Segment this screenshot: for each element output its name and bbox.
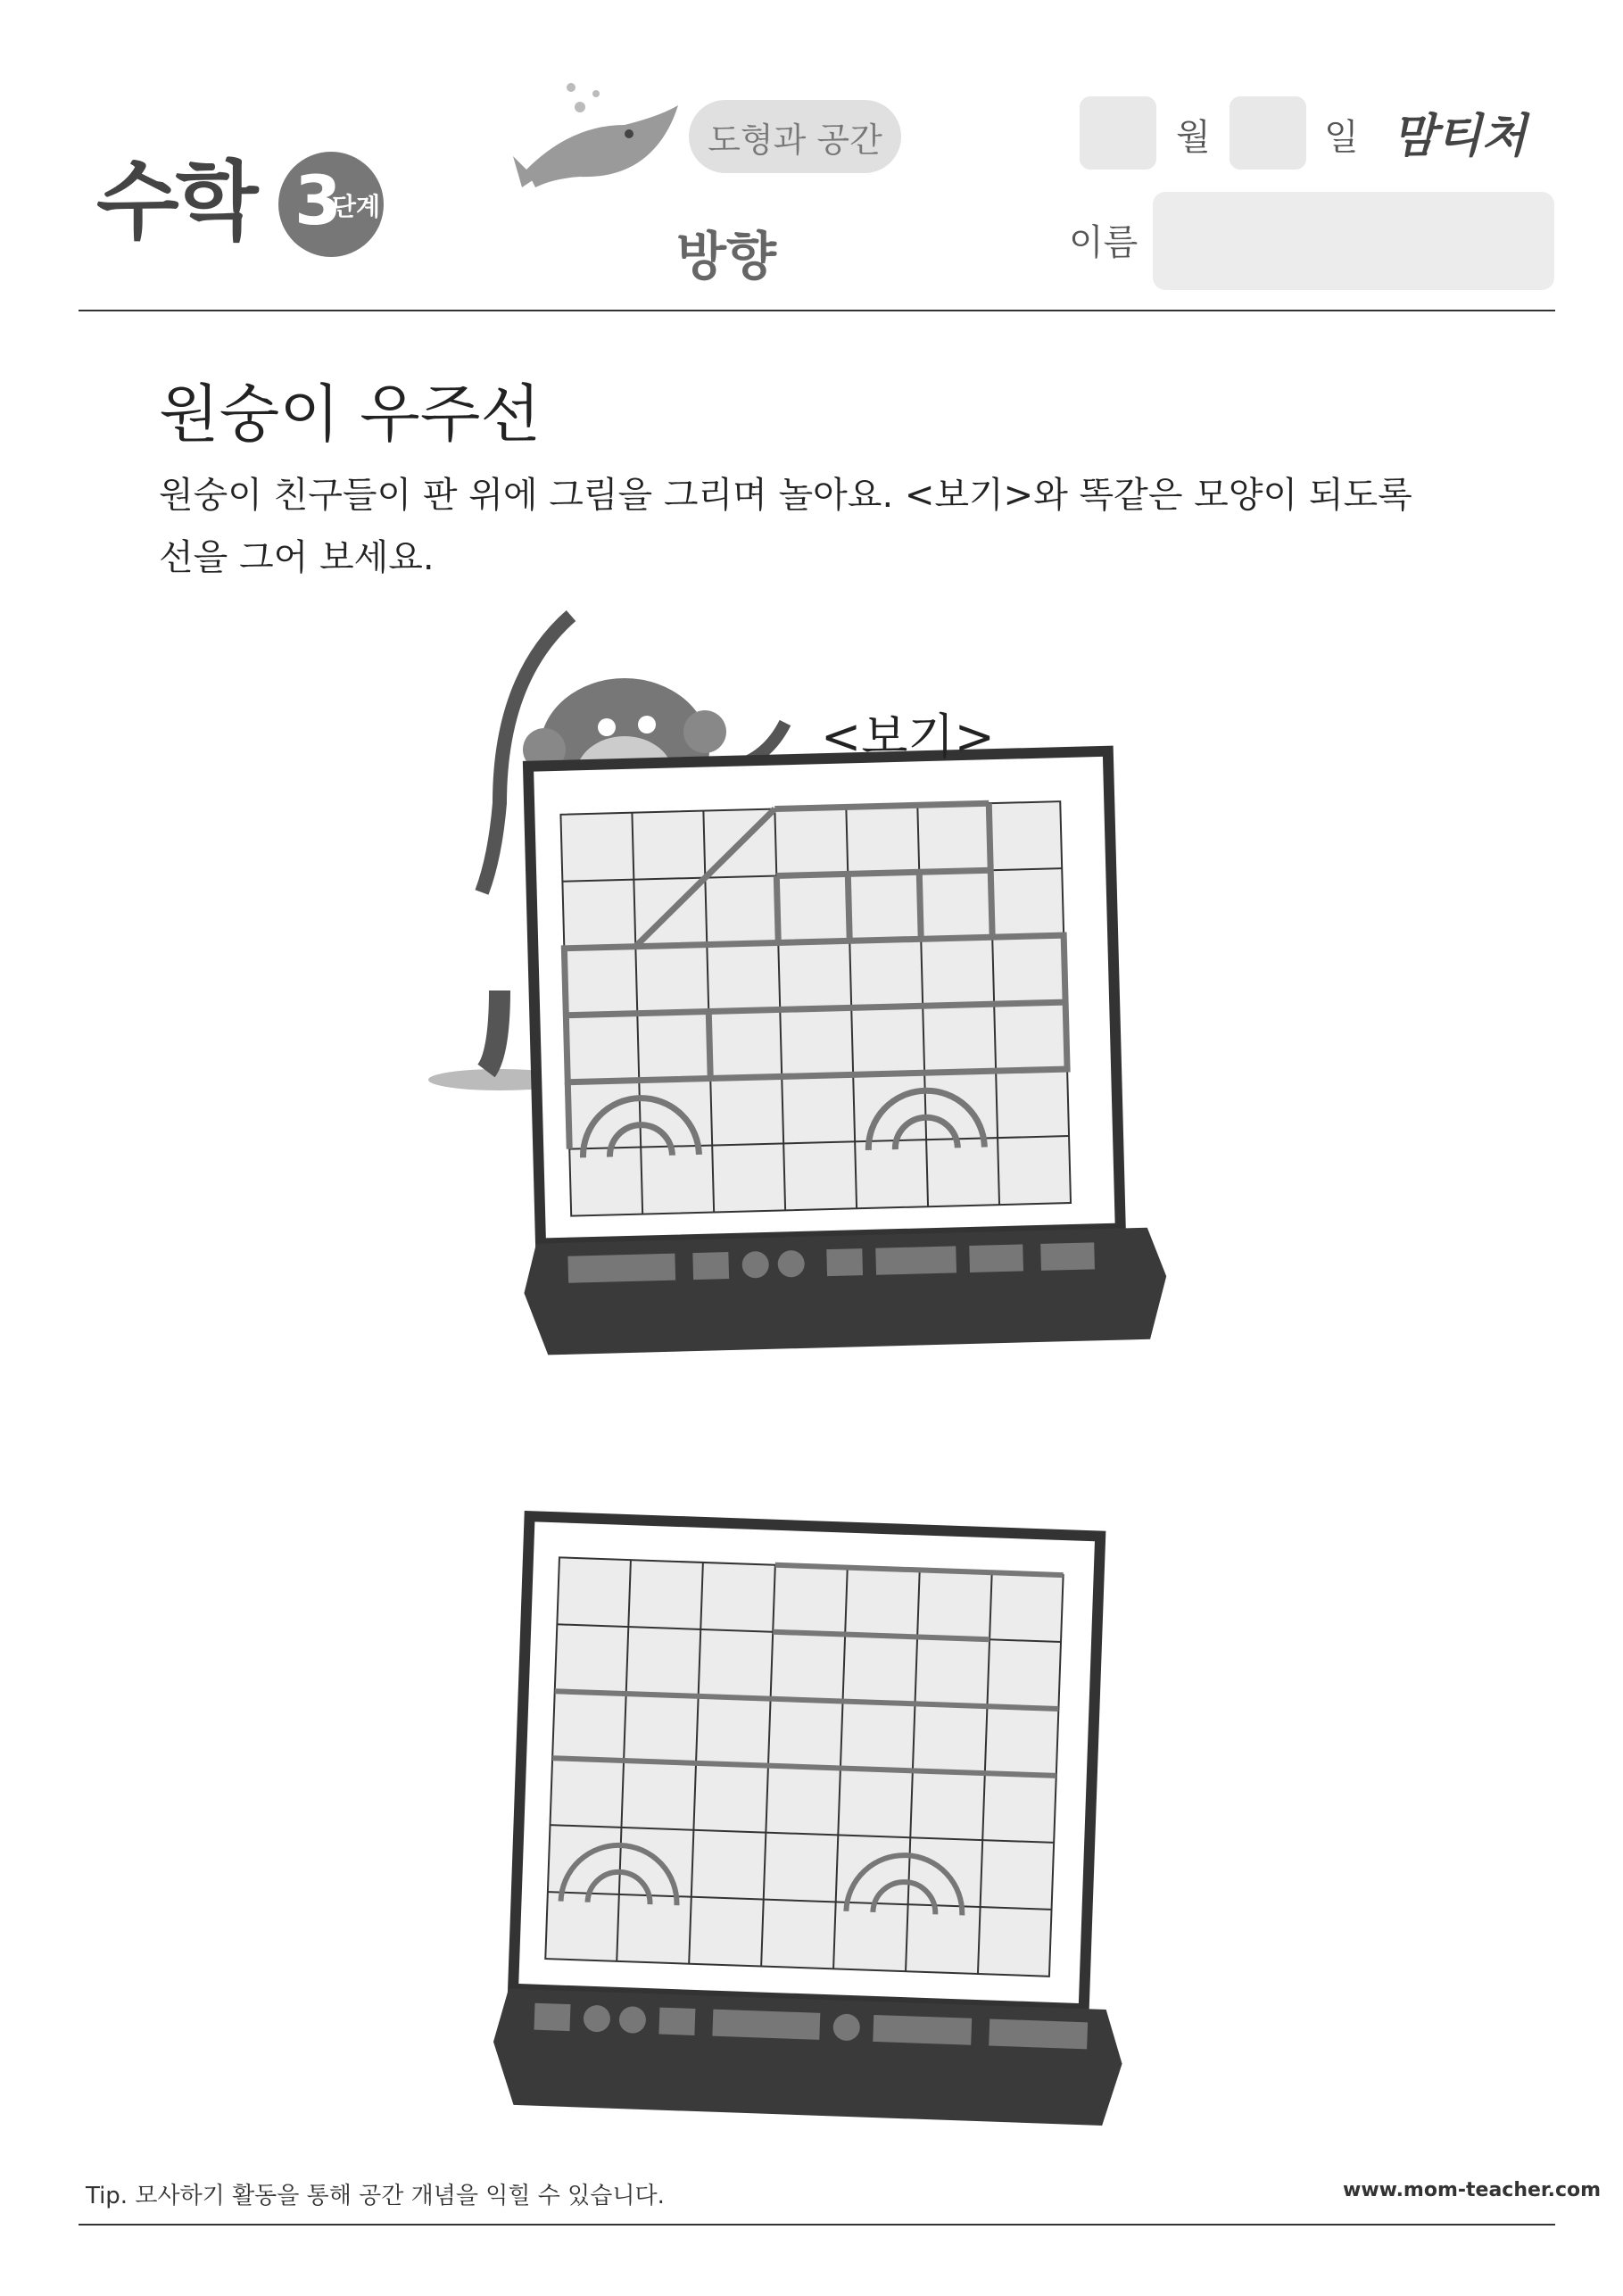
logo-title: 수학 (96, 152, 255, 252)
instruction-line-2: 선을 그어 보세요. (159, 537, 435, 578)
topic-pill: 도형과 공간 (689, 100, 901, 173)
example-board (510, 750, 1168, 1355)
day-label: 일 (1324, 117, 1359, 158)
example-board-base (523, 1227, 1168, 1355)
example-label: <보기> (821, 709, 995, 765)
name-label: 이름 (1069, 222, 1139, 263)
level-number: 3 (294, 161, 342, 240)
page-subtitle: 방향 (676, 226, 777, 286)
month-label: 월 (1176, 117, 1211, 158)
answer-board (492, 1515, 1141, 2126)
footer-url: www.mom-teacher.com (1343, 2179, 1602, 2201)
level-word: 단계 (332, 192, 381, 221)
answer-board-base (492, 1988, 1124, 2126)
footer-divider (79, 2224, 1555, 2226)
footer-tip: Tip. 모사하기 활동을 통해 공간 개념을 익힐 수 있습니다. (86, 2183, 665, 2209)
worksheet-title: 원숭이 우주선 (159, 377, 541, 451)
instruction-line-1: 원숭이 친구들이 판 위에 그림을 그리며 놀아요. <보기>와 똑같은 모양이 되도록 (159, 475, 1412, 516)
brand-logo: 맘티처 (1392, 110, 1527, 163)
